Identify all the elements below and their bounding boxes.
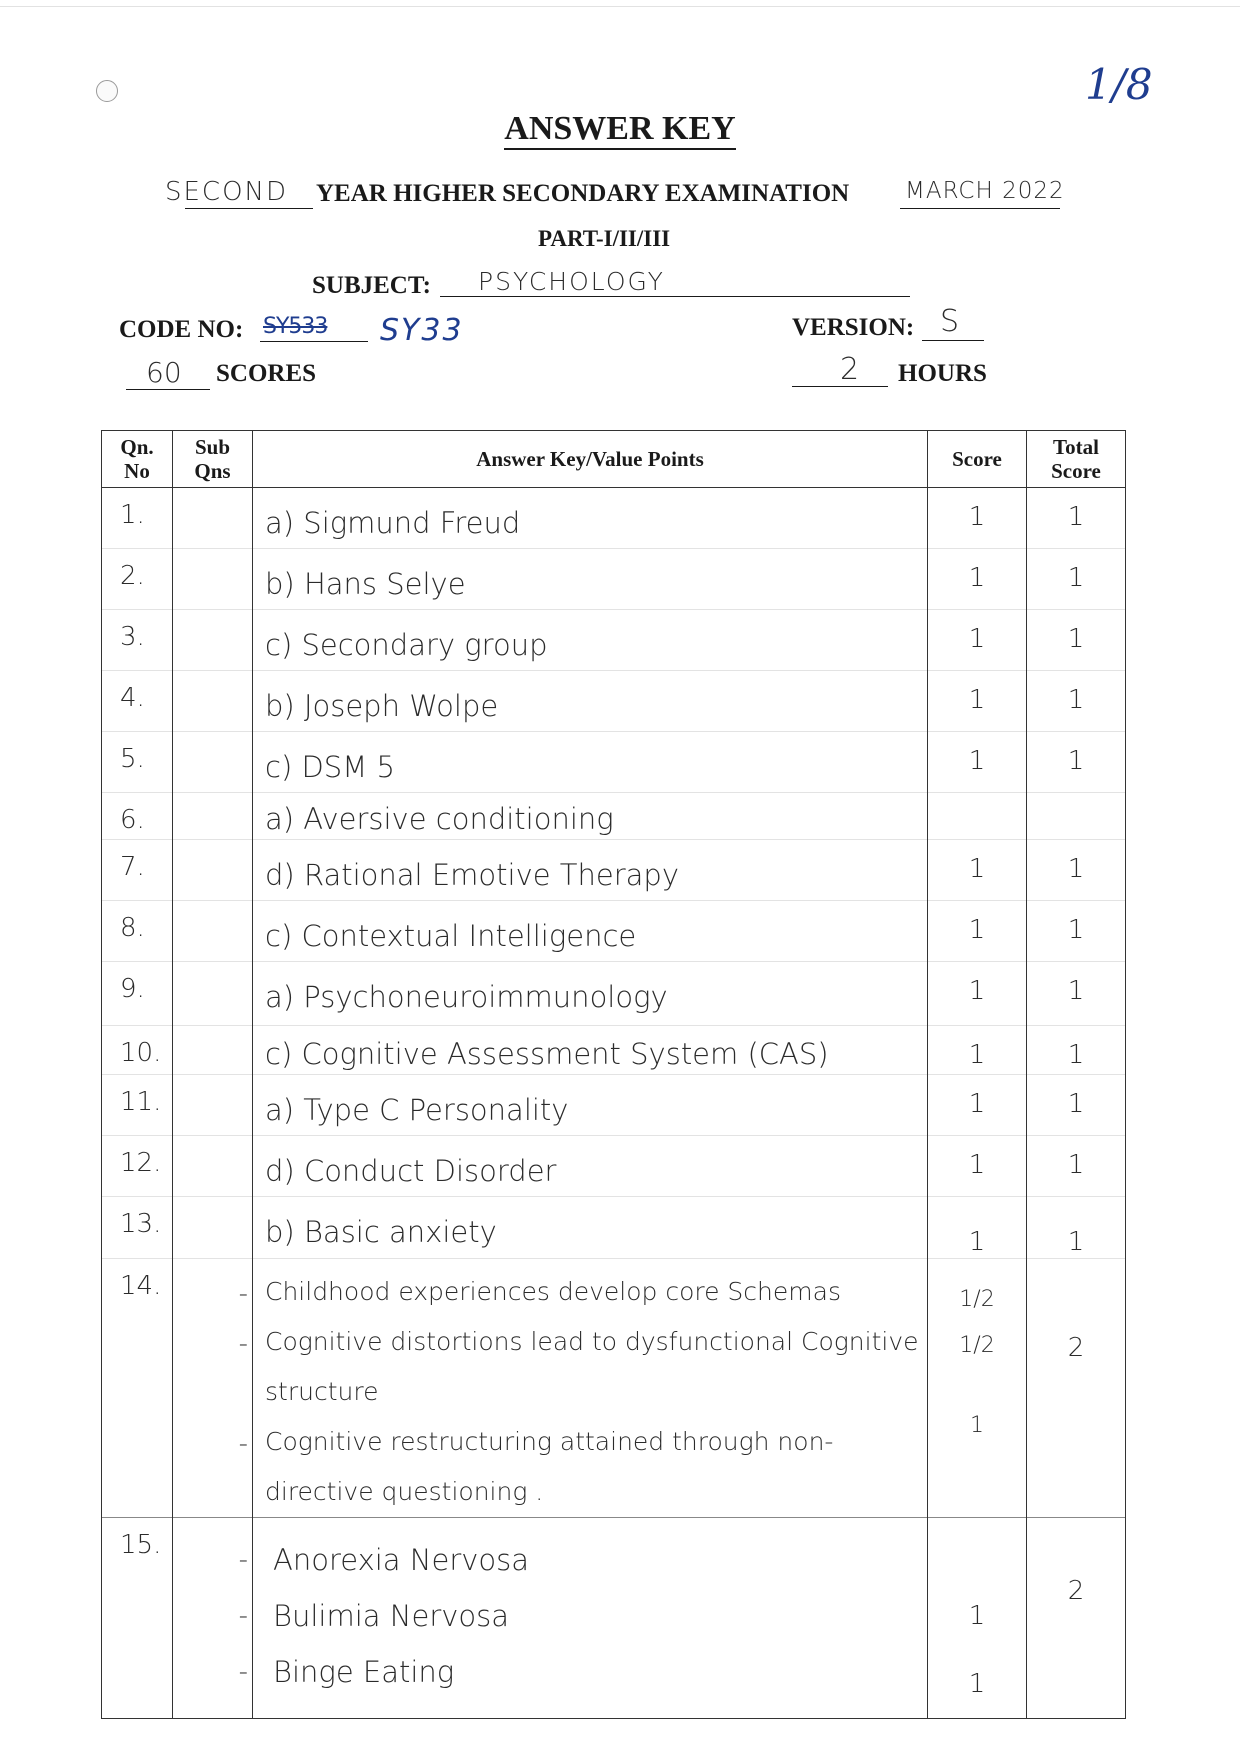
- sub-header: Sub Qns: [173, 431, 253, 488]
- year-value: SECOND: [165, 177, 289, 207]
- answer-header: Answer Key/Value Points: [253, 431, 928, 488]
- qn-cell: 15.: [102, 1518, 173, 1719]
- subject-label: SUBJECT:: [312, 272, 432, 299]
- total-cell: 1: [1027, 901, 1126, 962]
- total-cell: 1: [1027, 962, 1126, 1026]
- score-value: 1/2: [959, 1333, 995, 1358]
- answer-cell: a) Aversive conditioning: [253, 793, 928, 840]
- qn-cell: 13.: [102, 1197, 173, 1259]
- sub-cell: [173, 793, 253, 840]
- answer-cell: a) Sigmund Freud: [253, 488, 928, 549]
- total-cell: [1027, 793, 1126, 840]
- exam-title: YEAR HIGHER SECONDARY EXAMINATION: [316, 180, 850, 207]
- table-row-q15: [102, 1518, 1126, 1719]
- table-row: [102, 732, 1126, 793]
- sub-dash: -: [238, 1429, 248, 1459]
- total-cell: 1: [1027, 549, 1126, 610]
- score-cell: [928, 1259, 1027, 1518]
- answer-cell: d) Rational Emotive Therapy: [253, 840, 928, 901]
- sub-cell: [173, 1026, 253, 1075]
- answer-cell: a) Psychoneuroimmunology: [253, 962, 928, 1026]
- score-cell: 1: [928, 1197, 1027, 1259]
- sub-dash: -: [238, 1545, 248, 1575]
- score-cell: 1: [928, 1026, 1027, 1075]
- score-cell: 1: [928, 1136, 1027, 1197]
- code-value: SY33: [380, 313, 464, 348]
- answer-point: Childhood experiences develop core Schemas: [265, 1277, 841, 1306]
- table-row: [102, 1026, 1126, 1075]
- version-value: S: [940, 304, 960, 339]
- sub-dash: -: [238, 1279, 248, 1309]
- answer-cell: c) Contextual Intelligence: [253, 901, 928, 962]
- sub-cell: [173, 488, 253, 549]
- table-row: [102, 962, 1126, 1026]
- answer-cell: b) Basic anxiety: [253, 1197, 928, 1259]
- answer-cell: [253, 1259, 928, 1518]
- code-struck-value: SY533: [263, 314, 328, 339]
- punch-hole: [96, 80, 118, 102]
- answer-cell: c) Cognitive Assessment System (CAS): [253, 1026, 928, 1075]
- score-cell: 1: [928, 671, 1027, 732]
- answer-key-table: [101, 430, 1126, 1719]
- answer-point: Bulimia Nervosa: [273, 1599, 510, 1633]
- table-row: [102, 1075, 1126, 1136]
- qn-cell: 7.: [102, 840, 173, 901]
- sub-cell: [173, 732, 253, 793]
- score-cell: 1: [928, 610, 1027, 671]
- sub-cell: [173, 671, 253, 732]
- answer-point: Cognitive distortions lead to dysfunctional Cognitive structure: [265, 1327, 919, 1406]
- total-cell: 1: [1027, 1197, 1126, 1259]
- qn-cell: 11.: [102, 1075, 173, 1136]
- qn-cell: 12.: [102, 1136, 173, 1197]
- year-fill-line: [185, 208, 313, 209]
- score-value: 1: [968, 1601, 986, 1631]
- answer-cell: [253, 1518, 928, 1719]
- answer-cell: b) Joseph Wolpe: [253, 671, 928, 732]
- qn-cell: 9.: [102, 962, 173, 1026]
- total-cell: 1: [1027, 1075, 1126, 1136]
- page-number: 1/8: [1085, 60, 1153, 109]
- answer-point: Anorexia Nervosa: [273, 1543, 530, 1577]
- score-cell: 1: [928, 901, 1027, 962]
- sub-cell: [173, 901, 253, 962]
- code-label: CODE NO:: [119, 316, 244, 343]
- version-label: VERSION:: [792, 314, 915, 341]
- exam-part: PART-I/II/III: [538, 226, 671, 251]
- sub-cell: [173, 1259, 253, 1518]
- total-cell: 1: [1027, 1026, 1126, 1075]
- sub-cell: [173, 840, 253, 901]
- subject-fill-line: [440, 296, 910, 297]
- sub-dash: -: [238, 1601, 248, 1631]
- score-value: 1: [970, 1413, 984, 1438]
- title-text: ANSWER KEY: [504, 110, 735, 150]
- sub-cell: [173, 1075, 253, 1136]
- score-cell: 1: [928, 732, 1027, 793]
- total-cell: 2: [1027, 1518, 1126, 1719]
- answer-point: Binge Eating: [273, 1655, 455, 1689]
- score-cell: 1: [928, 962, 1027, 1026]
- exam-date: MARCH 2022: [905, 178, 1065, 204]
- scores-fill-line: [126, 389, 210, 390]
- total-cell: 1: [1027, 1136, 1126, 1197]
- hours-value: 2: [840, 352, 860, 387]
- sub-dash: -: [238, 1329, 248, 1359]
- qn-cell: 5.: [102, 732, 173, 793]
- table-header-row: [102, 431, 1126, 488]
- answer-point: Cognitive restructuring attained through non-directive questioning .: [265, 1427, 834, 1506]
- score-cell: 1: [928, 1075, 1027, 1136]
- sub-dash: -: [238, 1657, 248, 1687]
- answer-cell: a) Type C Personality: [253, 1075, 928, 1136]
- table-row: [102, 840, 1126, 901]
- scores-value: 60: [146, 356, 182, 389]
- sub-cell: [173, 962, 253, 1026]
- qn-cell: 4.: [102, 671, 173, 732]
- qn-cell: 8.: [102, 901, 173, 962]
- table-row: [102, 671, 1126, 732]
- version-fill-line: [922, 340, 984, 341]
- score-cell: [928, 1518, 1027, 1719]
- table-row: [102, 549, 1126, 610]
- page-title: [0, 110, 1240, 148]
- hours-label: HOURS: [898, 360, 987, 387]
- sub-cell: [173, 610, 253, 671]
- sub-cell: [173, 549, 253, 610]
- table-row: [102, 488, 1126, 549]
- score-value: 1/2: [959, 1287, 995, 1312]
- qn-cell: 1.: [102, 488, 173, 549]
- score-cell: 1: [928, 488, 1027, 549]
- qn-cell: 10.: [102, 1026, 173, 1075]
- sub-cell: [173, 1518, 253, 1719]
- sub-cell: [173, 1136, 253, 1197]
- page-edge: [0, 6, 1240, 7]
- table-row: [102, 610, 1126, 671]
- table-row: [102, 1197, 1126, 1259]
- total-cell: 2: [1027, 1259, 1126, 1518]
- total-header: Total Score: [1027, 431, 1126, 488]
- qn-header: Qn. No: [102, 431, 173, 488]
- score-header: Score: [928, 431, 1027, 488]
- qn-cell: 3.: [102, 610, 173, 671]
- table-row: [102, 793, 1126, 840]
- qn-cell: 6.: [102, 793, 173, 840]
- date-fill-line: [900, 208, 1060, 209]
- scores-label: SCORES: [216, 360, 317, 387]
- subject-value: PSYCHOLOGY: [478, 267, 665, 296]
- score-value: 1: [968, 1669, 986, 1699]
- answer-cell: b) Hans Selye: [253, 549, 928, 610]
- code-fill-line: [260, 341, 368, 342]
- total-cell: 1: [1027, 488, 1126, 549]
- score-cell: 1: [928, 549, 1027, 610]
- qn-cell: 14.: [102, 1259, 173, 1518]
- answer-cell: d) Conduct Disorder: [253, 1136, 928, 1197]
- answer-cell: c) Secondary group: [253, 610, 928, 671]
- total-cell: 1: [1027, 732, 1126, 793]
- score-cell: [928, 793, 1027, 840]
- answer-cell: c) DSM 5: [253, 732, 928, 793]
- total-cell: 1: [1027, 840, 1126, 901]
- score-cell: 1: [928, 840, 1027, 901]
- total-cell: 1: [1027, 671, 1126, 732]
- total-cell: 1: [1027, 610, 1126, 671]
- table-row-q14: [102, 1259, 1126, 1518]
- qn-cell: 2.: [102, 549, 173, 610]
- table-row: [102, 1136, 1126, 1197]
- sub-cell: [173, 1197, 253, 1259]
- table-row: [102, 901, 1126, 962]
